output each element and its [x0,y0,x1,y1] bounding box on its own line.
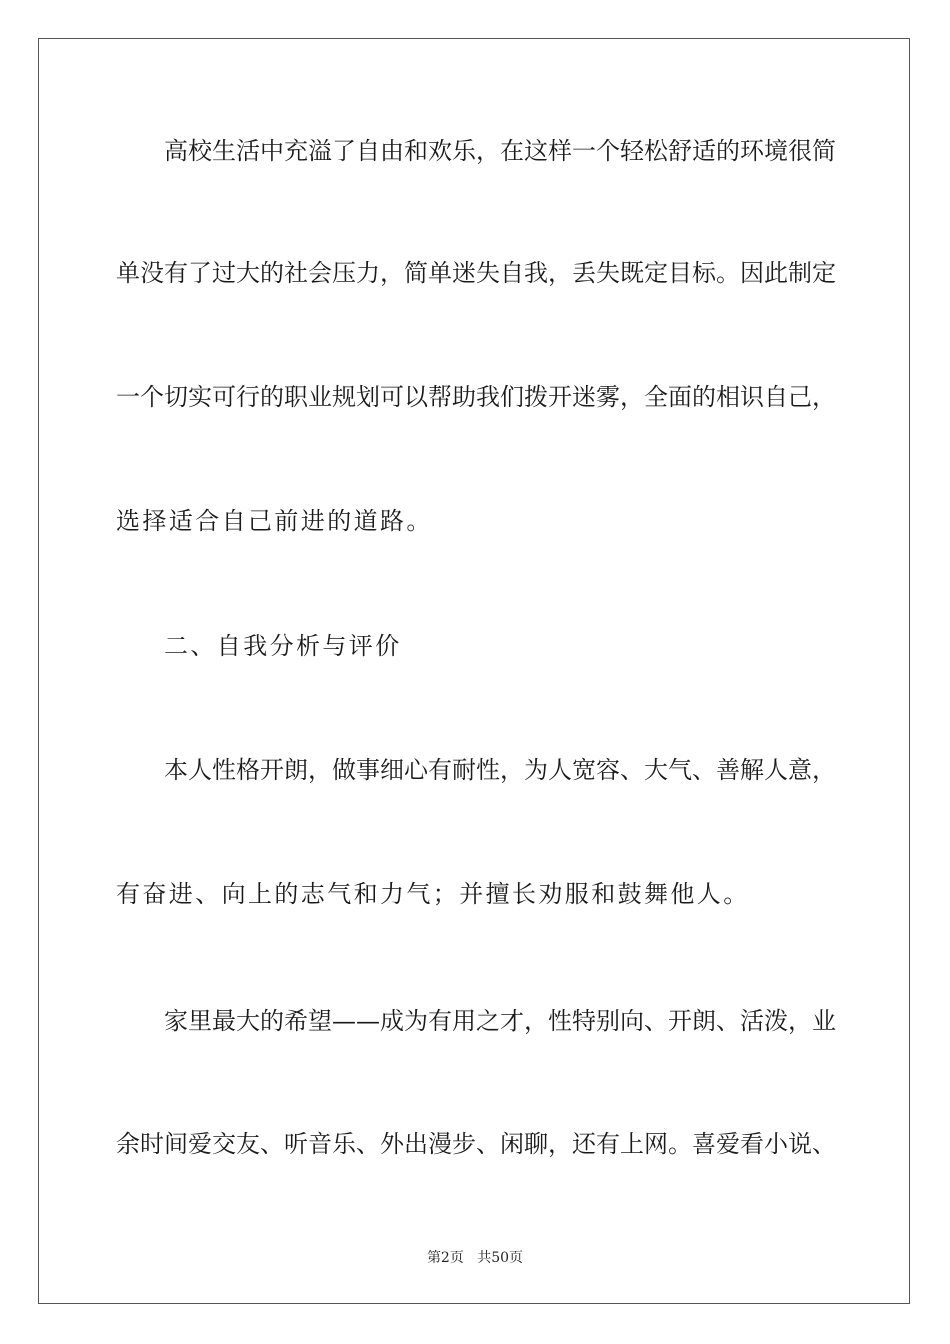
total-pages: 共50页 [477,1250,524,1266]
section-heading: 二、自我分析与评价 [164,632,402,660]
paragraph-2-line-1: 本人性格开朗，做事细心有耐性，为人宽容、大气、善解人意， [164,756,836,784]
page-footer [0,1247,950,1267]
paragraph-1-line-1: 高校生活中充溢了自由和欢乐，在这样一个轻松舒适的环境很简 [164,137,836,165]
page-border [38,38,910,1304]
page-number: 第2页 [426,1250,464,1266]
paragraph-3-line-1: 家里最大的希望——成为有用之才，性特别向、开朗、活泼，业 [164,1007,836,1035]
paragraph-3-line-2: 余时间爱交友、听音乐、外出漫步、闲聊，还有上网。喜爱看小说、 [116,1130,836,1158]
paragraph-1-line-3: 一个切实可行的职业规划可以帮助我们拨开迷雾，全面的相识自己， [116,383,836,411]
paragraph-1-line-2: 单没有了过大的社会压力，简单迷失自我，丢失既定目标。因此制定 [116,259,836,287]
paragraph-1-line-4: 选择适合自己前进的道路。 [116,507,433,535]
paragraph-2-line-2: 有奋进、向上的志气和力气；并擅长劝服和鼓舞他人。 [116,880,750,908]
